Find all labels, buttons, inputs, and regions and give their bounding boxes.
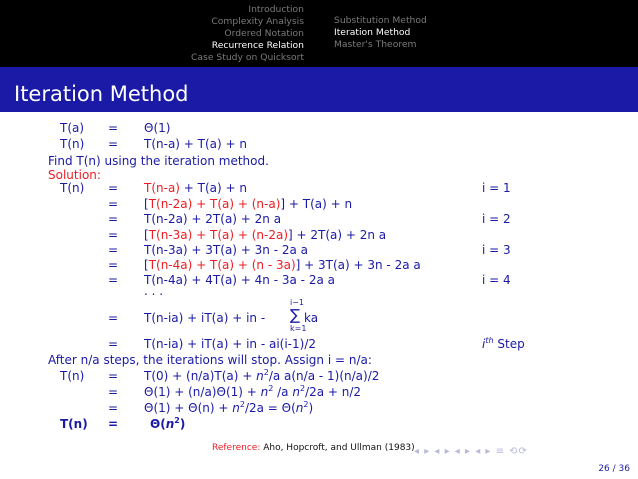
reference-text: Aho, Hopcroft, and Ullman (1983) — [260, 443, 415, 453]
derivation-lhs: T(n) — [60, 181, 85, 195]
beamer-navigation-icons[interactable]: ◂ ▸ ◂ ▸ ◂ ▸ ◂ ▸ ≡ ⟲⟳ — [414, 446, 528, 457]
final-term: $\Theta(1) + \Theta(n) + n^2/2a = \Theta(n^2)$ — [144, 400, 314, 415]
derivation-eq: = — [108, 181, 119, 195]
derivation-term: ] + T(a) + n — [280, 197, 353, 211]
derivation-rhs — [144, 228, 386, 242]
final-eq: = — [108, 401, 119, 415]
derivation-eq: = — [108, 212, 119, 226]
derivation-rhs — [144, 258, 421, 272]
final-eq: = — [108, 369, 119, 383]
def-rhs-1: Θ(1) — [144, 121, 171, 135]
derivation-eq: = — [108, 228, 119, 242]
derivation-term-red: T(n-a) — [144, 181, 180, 195]
ellipsis: . . . — [144, 284, 164, 298]
derivation-term: ] + 3T(a) + 3n - 2a a — [295, 258, 421, 272]
nav-section-quicksort[interactable]: Case Study on Quicksort — [191, 52, 304, 63]
sum-lower-limit: k=1 — [290, 324, 307, 333]
solution-label: Solution: — [48, 168, 101, 182]
sum-body: ka — [304, 311, 319, 325]
sum-upper-limit: i−1 — [290, 298, 305, 307]
page-number: 26 / 36 — [598, 464, 630, 474]
nav-section-introduction[interactable]: Introduction — [248, 4, 304, 15]
after-steps-text: After n/a steps, the iterations will stop. Assign i = n/a: — [48, 353, 372, 367]
summation-symbol: ∑ — [290, 306, 301, 324]
problem-statement: Find T(n) using the iteration method. — [48, 154, 269, 168]
derivation-term: T(n-4a) + 4T(a) + 4n - 3a - 2a a — [144, 273, 335, 287]
nav-sub-master[interactable]: Master's Theorem — [334, 39, 417, 50]
derivation-term: + T(a) + n — [179, 181, 248, 195]
derivation-step: i = 1 — [482, 181, 511, 195]
derivation-term-red: T(n-2a) + T(a) + (n-a) — [148, 197, 281, 211]
bracket-open: [ — [144, 228, 149, 242]
def-lhs-2: T(n) — [60, 137, 85, 151]
derivation-term-red: T(n-4a) + T(a) + (n - 3a) — [148, 258, 296, 272]
def-lhs-1: T(a) — [60, 121, 85, 135]
def-eq-2: = — [108, 137, 119, 151]
derivation-eq: = — [108, 243, 119, 257]
sum-eq: = — [108, 311, 119, 325]
final-eq: = — [108, 385, 119, 399]
def-eq-1: = — [108, 121, 119, 135]
derivation-term: T(n-2a) + 2T(a) + 2n a — [144, 212, 282, 226]
nav-sub-iteration[interactable]: Iteration Method — [334, 27, 411, 38]
bracket-open: [ — [144, 197, 149, 211]
derivation-eq: = — [108, 273, 119, 287]
ith-step-label: $i^{th}$ Step — [482, 336, 525, 351]
derivation-term: ] + 2T(a) + 2n a — [288, 228, 387, 242]
bracket-open: [ — [144, 258, 149, 272]
derivation-eq: = — [108, 197, 119, 211]
derivation-step: i = 3 — [482, 243, 511, 257]
answer-rhs: $\Theta(n^2)$ — [150, 416, 186, 431]
slide-title: Iteration Method — [14, 82, 189, 106]
answer-lhs: T(n) — [60, 417, 88, 431]
derivation-rhs — [144, 197, 352, 211]
reference — [212, 443, 415, 454]
subsection-nav — [334, 15, 427, 51]
nav-section-ordered-notation[interactable]: Ordered Notation — [224, 28, 304, 39]
section-nav — [191, 4, 304, 64]
derivation-rhs — [144, 181, 247, 195]
nav-sub-substitution[interactable]: Substitution Method — [334, 15, 427, 26]
derivation-step: i = 4 — [482, 273, 511, 287]
derivation-term-red: T(n-3a) + T(a) + (n-2a) — [148, 228, 289, 242]
derivation-step: i = 2 — [482, 212, 511, 226]
ith-term: T(n-ia) + iT(a) + in - ai(i-1)/2 — [144, 337, 316, 351]
nav-section-complexity-analysis[interactable]: Complexity Analysis — [211, 16, 304, 27]
header-bar — [0, 0, 638, 67]
reference-label: Reference: — [212, 443, 261, 453]
final-term: $\Theta(1) + (n/a)\Theta(1) + n^2$ /a $n^2/2a + n/2$ — [144, 384, 362, 399]
ith-eq: = — [108, 337, 119, 351]
def-rhs-2: T(n-a) + T(a) + n — [144, 137, 248, 151]
final-term: $T(0) + (n/a)T(a) + n^2/a$ a(n/a - 1)(n/a)/2 — [144, 368, 380, 383]
derivation-eq: = — [108, 258, 119, 272]
nav-section-recurrence-relation[interactable]: Recurrence Relation — [211, 40, 304, 51]
final-lhs: T(n) — [60, 369, 85, 383]
sum-term: T(n-ia) + iT(a) + in - — [144, 311, 266, 325]
answer-eq: = — [108, 417, 119, 431]
derivation-term: T(n-3a) + 3T(a) + 3n - 2a a — [144, 243, 309, 257]
